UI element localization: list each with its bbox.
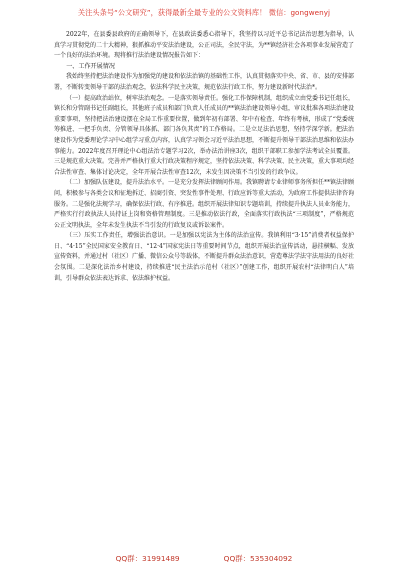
item-2-paragraph: （二）加强队伍建设，提升法治水平。一是充分发挥法律顾问作用。我镇聘请专业律师事务所担任**镇法律顾问，积极参与各类会议和征地拆迁、招商引资、突发性事件处理、行政应诉等重大活动，为政府工作提供法律咨询服务。二是强化法规学习，确保依法行政、有序推进。组织开展法律知识专题培训，持续提升执法人员业务能力，严格实行行政执法人员持证上岗和资格管理制度。三是推动依法行政，全面落实行政执法“三项制度”，严格规范公正文明执法，全年未发生执法不当引发的行政复议或诉讼案件。 (54, 179, 354, 229)
item-1-paragraph: （一）提高政治站位，树牢法治观念。一是落实领导责任。强化工作保障机制，组织成立由党委书记任组长，镇长和分管副书记任副组长，其他班子成员和部门负责人任成员的**镇法治建设领导小组，审议批准各项法治建设重要事项，坚持把法治建设摆在全局工作重要位置，做到年初有部署、年中有检查、年终有考核，形成了“党委统筹推进、一把手负责、分管领导具体抓、部门各负其责”的工作格局。二是立足法治思想，坚持学深学新。把法治建设作为党委理论学习中心组学习重点内容，认真学习领会习近平法治思想，不断提升领导干部法治思维和依法办事能力。2022年度召开理论中心组法治专题学习2次，举办法治讲座3次，组织干部职工参加学法考试全员覆盖。三是规范重大决策。完善并严格执行重大行政决策程序规定，坚持依法决策、科学决策、民主决策，重大事项均经合法性审查、集体讨论决定，全年开展合法性审查12次，未发生因决策不当引发的行政争议。 (54, 94, 354, 176)
qq-group-1: QQ群：31991489 (115, 554, 180, 563)
section-1-heading: 一、工作开展情况 (66, 62, 115, 70)
section-1-body: 我始终坚持把法治建设作为加强党的建设和依法治镇的基础性工作，认真贯彻落实中央、省、市、县的安排部署，不断转变领导干部的法治观念，依法科学民主决策，规范依法行政工作，努力建设新时代法治*。 (54, 73, 354, 91)
intro-paragraph: 2022年，在县委县政府的正确领导下，在县政法委悉心指导下，我坚持以习近平总书记法治思想为指导，认真学习贯彻党的二十大精神，狠抓推动平安法治建设，公正司法，全民守法，为**镇经济社会各项事业发展营造了一个良好的法治环境。现将推行法治建设情况报告如下： (54, 31, 354, 60)
promo-banner: 关注头条号“公文研究”，获得最新全最专业的公文资料库！ 微信：gongwenyj (77, 8, 331, 17)
qq-group-2: QQ群：535304092 (223, 554, 293, 563)
document-body (54, 30, 354, 550)
item-3-paragraph: （三）压实工作责任，增强法治意识。一是加强以宪法为主体的法治宣传。我镇利用“3·15”消费者权益保护日、“4·15”全民国家安全教育日、“12·4”国家宪法日等重要时间节点，组织开展法治宣传活动，悬挂横幅、发放宣传资料，并通过村（社区）广播、微信公众号等载体，不断提升群众法治意识，营造尊法学法守法用法的良好社会氛围。二是深化法治乡村建设，持续推进“民主法治示范村（社区）”创建工作，组织开展农村“法律明白人”培训，引导群众依法表达诉求、依法维护权益。 (54, 232, 354, 282)
footer-bar (0, 553, 408, 564)
